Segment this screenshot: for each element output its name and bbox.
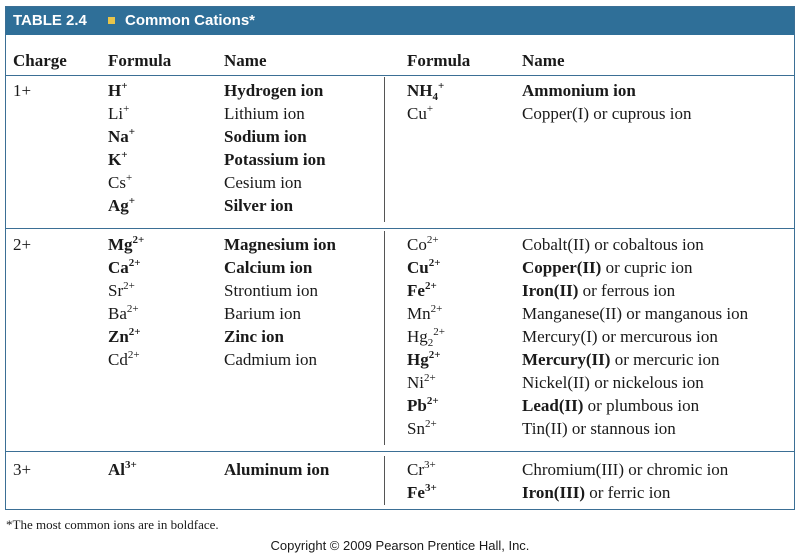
formula-left: [108, 304, 139, 324]
formula-right: [407, 327, 445, 347]
formula-charge: 2+: [428, 349, 441, 361]
formula-left: [108, 173, 132, 193]
header-name-left: Name: [224, 51, 267, 70]
formula-left: [108, 127, 135, 147]
formula-base: NH: [407, 81, 433, 100]
ion-name-bold: Ammonium ion: [522, 81, 636, 100]
ion-name-left: Barium ion: [224, 304, 301, 323]
formula-charge: +: [121, 149, 128, 161]
formula-charge: 2+: [424, 280, 437, 292]
formula-left: [108, 235, 144, 255]
ion-name-bold: Iron(III): [522, 483, 585, 502]
ion-name-left: Sodium ion: [224, 127, 307, 146]
ion-name-rest: or mercuric ion: [610, 350, 720, 369]
formula-charge: +: [121, 80, 128, 92]
ion-name-left: Hydrogen ion: [224, 81, 324, 100]
ion-name-left: Calcium ion: [224, 258, 313, 277]
title-square-icon: [108, 17, 115, 24]
formula-left: [108, 460, 137, 480]
formula-charge: 3+: [125, 459, 137, 471]
ion-name-left: Aluminum ion: [224, 460, 330, 479]
group-rule: [6, 228, 794, 229]
formula-base: Cu: [407, 258, 429, 277]
formula-right: [407, 373, 436, 393]
formula-charge: 2+: [426, 234, 439, 246]
formula-charge: 2+: [430, 303, 443, 315]
formula-left: [108, 81, 128, 101]
formula-charge: 2+: [123, 280, 135, 292]
formula-right: [407, 258, 441, 278]
formula-base: Na: [108, 127, 129, 146]
ion-name-left: Cadmium ion: [224, 350, 318, 369]
ion-name-rest: Mercury(I) or mercurous ion: [522, 327, 718, 346]
formula-charge: 2+: [132, 234, 145, 246]
formula-left: [108, 327, 141, 347]
ion-name-bold: Lead(II): [522, 396, 584, 415]
ion-name-right: [522, 396, 699, 416]
formula-charge: 2+: [424, 372, 436, 384]
formula-left: [108, 281, 135, 301]
formula-right: [407, 460, 436, 480]
ion-name-left: Zinc ion: [224, 327, 284, 346]
formula-right: [407, 281, 437, 301]
formula-charge: 3+: [424, 459, 436, 471]
footnote: *The most common ions are in boldface.: [6, 517, 219, 532]
ion-name-right: [522, 281, 675, 301]
formula-left: [108, 104, 129, 124]
ion-name-right: [522, 104, 692, 124]
ion-name-rest: Cobalt(II) or cobaltous ion: [522, 235, 704, 254]
ion-name-right: [522, 483, 670, 503]
ion-name-left: Silver ion: [224, 196, 294, 215]
formula-right: [407, 304, 442, 324]
formula-base: Mn: [407, 304, 431, 323]
formula-base: Fe: [407, 483, 425, 502]
ion-name-right: [522, 327, 718, 347]
formula-right: [407, 419, 437, 439]
formula-charge: +: [128, 195, 136, 207]
formula-right: [407, 350, 441, 370]
copyright: Copyright © 2009 Pearson Prentice Hall, Inc.: [270, 538, 530, 553]
formula-charge: 2+: [428, 257, 441, 269]
ion-name-left: Lithium ion: [224, 104, 305, 123]
ion-name-rest: or ferric ion: [584, 483, 671, 502]
formula-subscript: 2: [427, 337, 434, 349]
formula-charge: 2+: [128, 326, 141, 338]
header-rule: [6, 75, 794, 76]
formula-charge: +: [426, 103, 434, 115]
header-formula-right: Formula: [407, 51, 471, 70]
ion-name-right: [522, 258, 692, 278]
group-rule: [6, 451, 794, 452]
ion-name-bold: Copper(II): [522, 258, 602, 277]
ion-name-rest: Nickel(II) or nickelous ion: [522, 373, 704, 392]
formula-base: Ca: [108, 258, 129, 277]
table-title-bar: [6, 7, 794, 35]
ion-name-rest: Chromium(III) or chromic ion: [522, 460, 729, 479]
ion-name-rest: or plumbous ion: [583, 396, 700, 415]
formula-charge: 2+: [426, 395, 439, 407]
formula-charge: 2+: [128, 257, 141, 269]
ion-name-right: [522, 460, 728, 480]
formula-base: Cd: [108, 350, 128, 369]
formula-charge: 2+: [127, 349, 140, 361]
formula-base: Mg: [108, 235, 133, 254]
charge-label: 2+: [13, 235, 32, 254]
formula-base: Fe: [407, 281, 425, 300]
ion-name-left: Potassium ion: [224, 150, 326, 169]
formula-base: Ba: [108, 304, 127, 323]
ion-name-bold: Iron(II): [522, 281, 579, 300]
formula-base: Hg: [407, 327, 428, 346]
formula-left: [108, 350, 140, 370]
formula-base: Cr: [407, 460, 424, 479]
ion-name-right: [522, 373, 704, 393]
formula-base: Zn: [108, 327, 129, 346]
ion-name-right: [522, 419, 676, 439]
ion-name-rest: or cupric ion: [601, 258, 693, 277]
formula-base: Cs: [108, 173, 126, 192]
formula-base: Li: [108, 104, 124, 123]
charge-label: 3+: [13, 460, 32, 479]
formula-charge: 3+: [424, 482, 437, 494]
formula-base: Co: [407, 235, 427, 254]
header-name-right: Name: [522, 51, 565, 70]
formula-base: Ni: [407, 373, 424, 392]
formula-base: H: [108, 81, 122, 100]
charge-label: 1+: [13, 81, 32, 100]
formula-base: Al: [108, 460, 125, 479]
formula-left: [108, 258, 141, 278]
formula-charge: +: [128, 126, 136, 138]
ion-name-rest: Tin(II) or stannous ion: [522, 419, 676, 438]
ion-name-bold: Mercury(II): [522, 350, 611, 369]
formula-right: [407, 104, 433, 124]
column-divider: [384, 77, 385, 222]
ion-name-right: [522, 304, 748, 324]
formula-charge: +: [438, 80, 445, 92]
formula-base: Ag: [108, 196, 129, 215]
ion-name-rest: Manganese(II) or manganous ion: [522, 304, 749, 323]
column-divider: [384, 231, 385, 445]
formula-charge: +: [125, 172, 133, 184]
table-frame: [5, 6, 795, 510]
formula-charge: 2+: [433, 326, 445, 338]
formula-base: Sr: [108, 281, 124, 300]
formula-left: [108, 150, 128, 170]
formula-right: [407, 235, 439, 255]
formula-base: K: [108, 150, 122, 169]
formula-base: Pb: [407, 396, 427, 415]
formula-base: Hg: [407, 350, 429, 369]
formula-charge: 2+: [126, 303, 139, 315]
ion-name-rest: Copper(I) or cuprous ion: [522, 104, 692, 123]
formula-charge: +: [123, 103, 130, 115]
ion-name-left: Magnesium ion: [224, 235, 336, 254]
table-title: Common Cations*: [125, 12, 256, 29]
formula-right: [407, 483, 437, 503]
formula-left: [108, 196, 135, 216]
formula-base: Cu: [407, 104, 427, 123]
formula-base: Sn: [407, 419, 425, 438]
formula-right: [407, 396, 439, 416]
header-charge: Charge: [13, 51, 67, 70]
formula-subscript: 4: [432, 91, 438, 103]
column-divider: [384, 456, 385, 505]
formula-right: [407, 81, 444, 101]
formula-charge: 2+: [424, 418, 437, 430]
ion-name-right: [522, 350, 719, 370]
ion-name-rest: or ferrous ion: [578, 281, 676, 300]
ion-name-left: Cesium ion: [224, 173, 302, 192]
ion-name-right: [522, 81, 636, 101]
header-formula-left: Formula: [108, 51, 172, 70]
table-number: TABLE 2.4: [13, 12, 87, 29]
ion-name-right: [522, 235, 704, 255]
ion-name-left: Strontium ion: [224, 281, 318, 300]
